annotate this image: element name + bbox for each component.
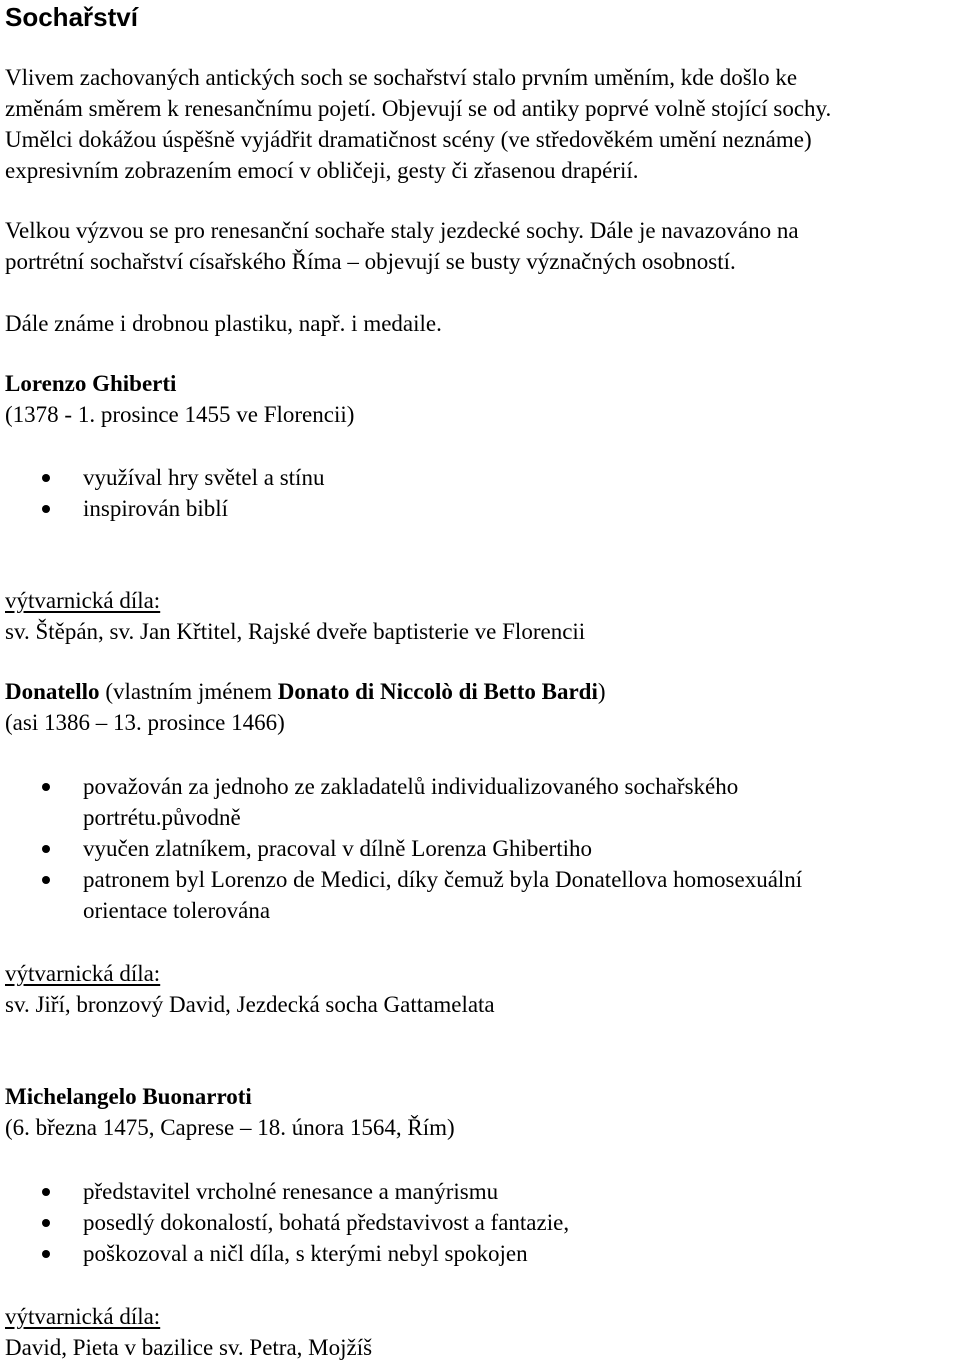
artist-dates: (asi 1386 – 13. prosince 1466) <box>5 710 285 735</box>
michelangelo-bullets <box>5 1176 950 1269</box>
list-item <box>5 1207 950 1238</box>
artist-name: Lorenzo Ghiberti <box>5 371 177 396</box>
artist-name-line <box>5 676 950 707</box>
list-item-text: orientace tolerována <box>83 898 271 923</box>
list-item <box>5 493 950 524</box>
page-title: Sochařství <box>5 2 138 32</box>
donatello-works <box>5 958 950 1020</box>
bullet-icon <box>42 876 50 884</box>
text-line: Umělci dokážou úspěšně vyjádřit dramatičnost scény (ve středověkém umění neznáme) <box>5 127 812 152</box>
list-item-text: poškozoval a ničl díla, s kterými nebyl spokojen <box>83 1241 528 1266</box>
works-label: výtvarnická díla: <box>5 961 161 986</box>
intro-paragraph-3 <box>5 308 950 339</box>
text-line: Dále známe i drobnou plastiku, např. i medaile. <box>5 311 442 336</box>
text-line: expresivním zobrazením emocí v obličeji, gesty či zřasenou drapérií. <box>5 158 639 183</box>
list-item <box>5 864 950 926</box>
list-item-text: považován za jednoho ze zakladatelů individualizovaného sochařského <box>83 774 739 799</box>
bullet-icon <box>42 845 50 853</box>
bullet-icon <box>42 505 50 513</box>
text-line: Vlivem zachovaných antických soch se sochařství stalo prvním uměním, kde došlo ke <box>5 65 798 90</box>
donatello-bullets <box>5 771 950 926</box>
list-item <box>5 1238 950 1269</box>
ghiberti-bullets <box>5 462 950 524</box>
artist-dates: (6. března 1475, Caprese – 18. února 1564, Řím) <box>5 1115 455 1140</box>
section-ghiberti <box>5 368 950 430</box>
intro-paragraph-2 <box>5 215 950 277</box>
list-item <box>5 462 950 493</box>
list-item <box>5 833 950 864</box>
intro-paragraph-1 <box>5 62 950 186</box>
aka-suffix: ) <box>597 679 606 704</box>
bullet-icon <box>42 783 50 791</box>
text-line: portrétní sochařství císařského Říma – objevují se busty význačných osobností. <box>5 249 736 274</box>
section-donatello <box>5 676 950 738</box>
list-item-text: představitel vrcholné renesance a manýrismu <box>83 1179 499 1204</box>
works-list: sv. Jiří, bronzový David, Jezdecká socha Gattamelata <box>5 992 495 1017</box>
list-item-text: inspirován biblí <box>83 496 229 521</box>
ghiberti-works <box>5 585 950 647</box>
works-list: David, Pieta v bazilice sv. Petra, Mojžíš <box>5 1335 373 1360</box>
section-michelangelo <box>5 1081 950 1143</box>
michelangelo-works <box>5 1301 950 1363</box>
list-item-text: portrétu.původně <box>83 805 241 830</box>
list-item <box>5 1176 950 1207</box>
list-item-text: posedlý dokonalostí, bohatá představivost a fantazie, <box>83 1210 570 1235</box>
list-item-text: využíval hry světel a stínu <box>83 465 325 490</box>
text-line: změnám směrem k renesančnímu pojetí. Objevují se od antiky poprvé volně stojící sochy. <box>5 96 832 121</box>
list-item-text: vyučen zlatníkem, pracoval v dílně Lorenza Ghibertiho <box>83 836 592 861</box>
artist-dates: (1378 - 1. prosince 1455 ve Florencii) <box>5 402 355 427</box>
text-line: Velkou výzvou se pro renesanční sochaře staly jezdecké sochy. Dále je navazováno na <box>5 218 799 243</box>
artist-name: Michelangelo Buonarroti <box>5 1084 252 1109</box>
bullet-icon <box>42 1250 50 1258</box>
bullet-icon <box>42 474 50 482</box>
list-item-text: patronem byl Lorenzo de Medici, díky čemuž byla Donatellova homosexuální <box>83 867 803 892</box>
bullet-icon <box>42 1188 50 1196</box>
aka-prefix: (vlastním jménem <box>99 679 278 704</box>
works-label: výtvarnická díla: <box>5 1304 161 1329</box>
works-label: výtvarnická díla: <box>5 588 161 613</box>
artist-name: Donatello <box>5 679 100 704</box>
list-item <box>5 771 950 833</box>
works-list: sv. Štěpán, sv. Jan Křtitel, Rajské dveře baptisterie ve Florencii <box>5 619 586 644</box>
artist-full-name: Donato di Niccolò di Betto Bardi <box>277 679 598 704</box>
bullet-icon <box>42 1219 50 1227</box>
